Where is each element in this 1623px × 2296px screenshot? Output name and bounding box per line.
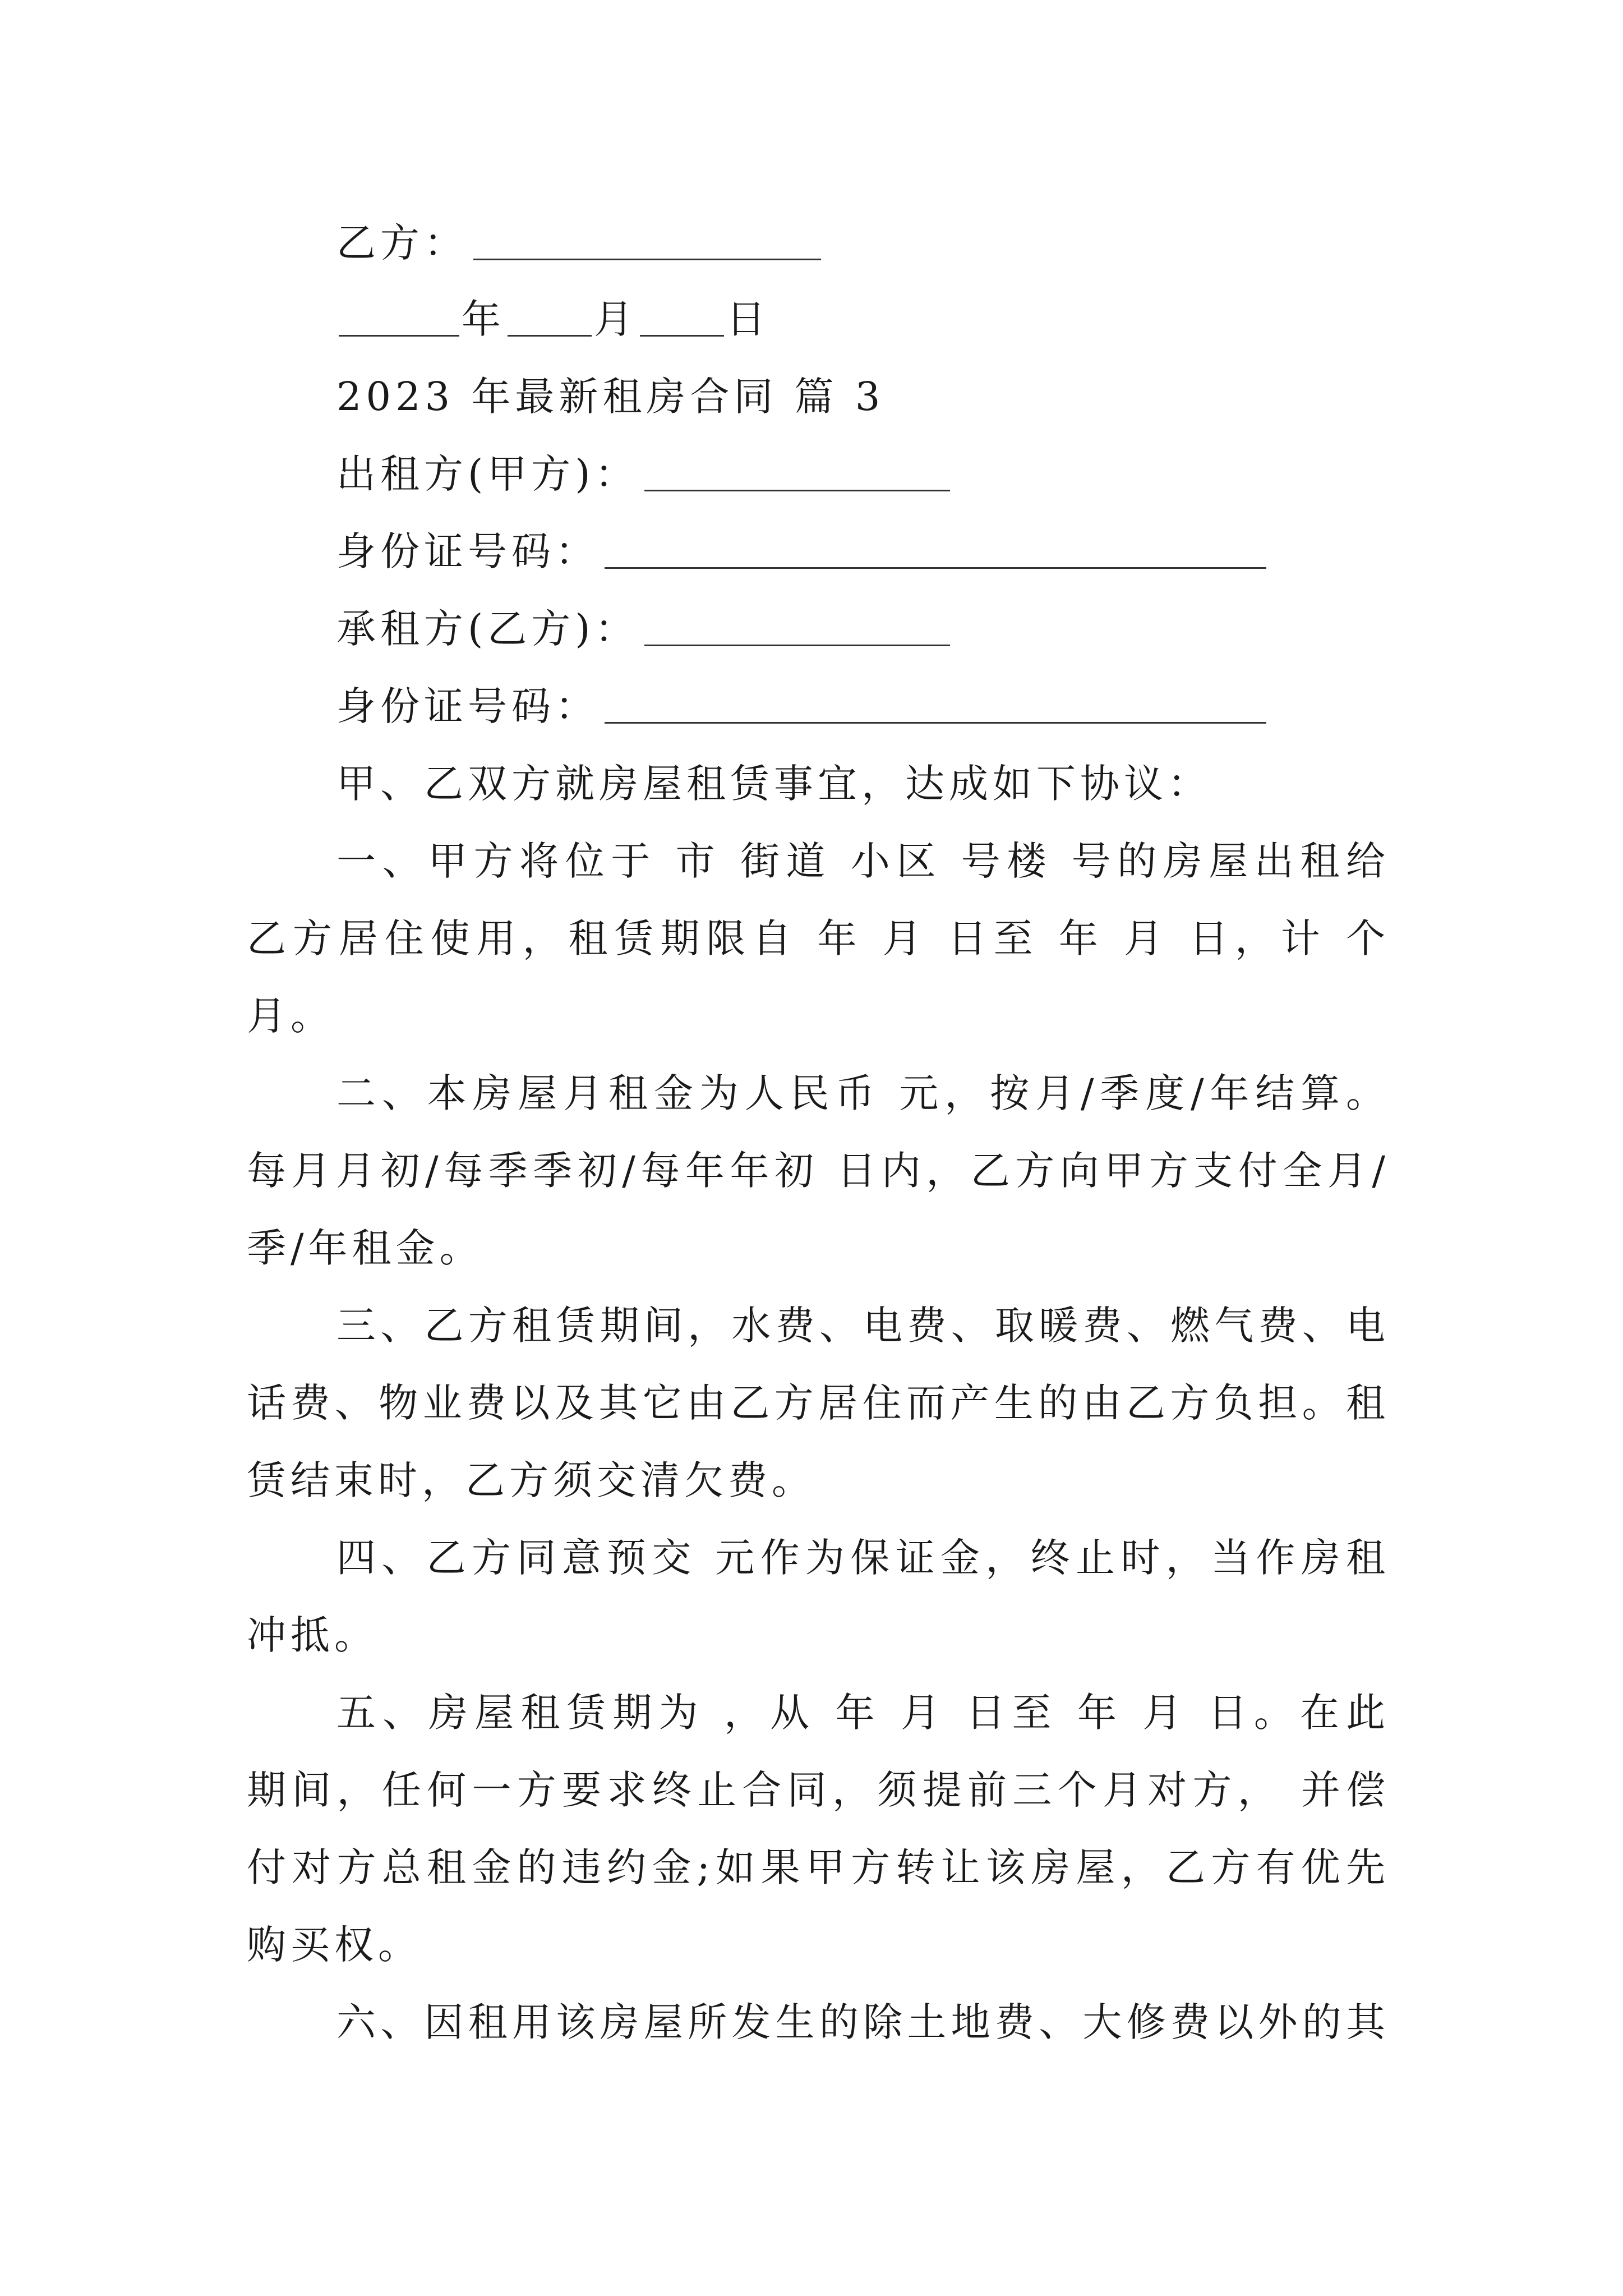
lessee-row — [336, 606, 950, 652]
date-row — [336, 296, 770, 342]
clause-1-line-3: 月。 — [247, 993, 334, 1039]
year-blank — [339, 333, 459, 337]
clause-5-line-1: 五、房屋租赁期为 ，从 年 月 日至 年 月 日。在此 — [336, 1690, 1385, 1736]
party-b-signature-row — [336, 220, 821, 266]
day-blank — [640, 333, 724, 337]
clause-4-line-1: 四、乙方同意预交 元作为保证金，终止时，当作房租 — [336, 1535, 1385, 1581]
document-title: 2023 年最新租房合同 篇 3 — [336, 374, 885, 420]
lessee-id-label: 身份证号码： — [336, 683, 599, 729]
clause-5-line-4: 购买权。 — [247, 1922, 422, 1968]
year-label: 年 — [462, 296, 505, 342]
clause-6-line-1: 六、因租用该房屋所发生的除土地费、大修费以外的其 — [336, 1999, 1385, 2045]
clause-3-line-2: 话费、物业费以及其它由乙方居住而产生的由乙方负担。租 — [247, 1380, 1385, 1426]
lessor-row — [336, 451, 950, 497]
month-blank — [508, 333, 592, 337]
clause-5-line-3: 付对方总租金的违约金;如果甲方转让该房屋，乙方有优先 — [247, 1844, 1385, 1890]
clause-3-line-1: 三、乙方租赁期间，水费、电费、取暖费、燃气费、电 — [336, 1303, 1385, 1349]
clause-3-line-3: 赁结束时，乙方须交清欠费。 — [247, 1457, 815, 1503]
clause-5-line-2: 期间，任何一方要求终止合同，须提前三个月对方， 并偿 — [247, 1767, 1385, 1813]
month-label: 月 — [594, 296, 638, 342]
agreement-intro: 甲、乙双方就房屋租赁事宜，达成如下协议： — [336, 761, 1211, 807]
lessor-id-blank — [605, 565, 1266, 569]
lessee-blank — [644, 642, 950, 646]
lessee-label: 承租方(乙方)： — [336, 606, 639, 652]
lessor-blank — [644, 487, 950, 491]
clause-4-line-2: 冲抵。 — [247, 1612, 378, 1658]
party-b-label: 乙方： — [336, 220, 468, 266]
lessor-id-row — [336, 528, 1266, 574]
lessor-label: 出租方(甲方)： — [336, 451, 639, 497]
clause-2-line-3: 季/年租金。 — [247, 1225, 483, 1271]
day-label: 日 — [726, 296, 770, 342]
clause-1-line-1: 一、甲方将位于 市 街道 小区 号楼 号的房屋出租给 — [336, 838, 1385, 884]
clause-2-line-1: 二、本房屋月租金为人民币 元，按月/季度/年结算。 — [336, 1070, 1385, 1116]
lessor-id-label: 身份证号码： — [336, 528, 599, 574]
party-b-blank — [473, 256, 821, 260]
lessee-id-blank — [605, 720, 1266, 724]
clause-2-line-2: 每月月初/每季季初/每年年初 日内，乙方向甲方支付全月/ — [247, 1148, 1385, 1194]
clause-1-line-2: 乙方居住使用，租赁期限自 年 月 日至 年 月 日，计 个 — [247, 915, 1385, 961]
lessee-id-row — [336, 683, 1266, 729]
